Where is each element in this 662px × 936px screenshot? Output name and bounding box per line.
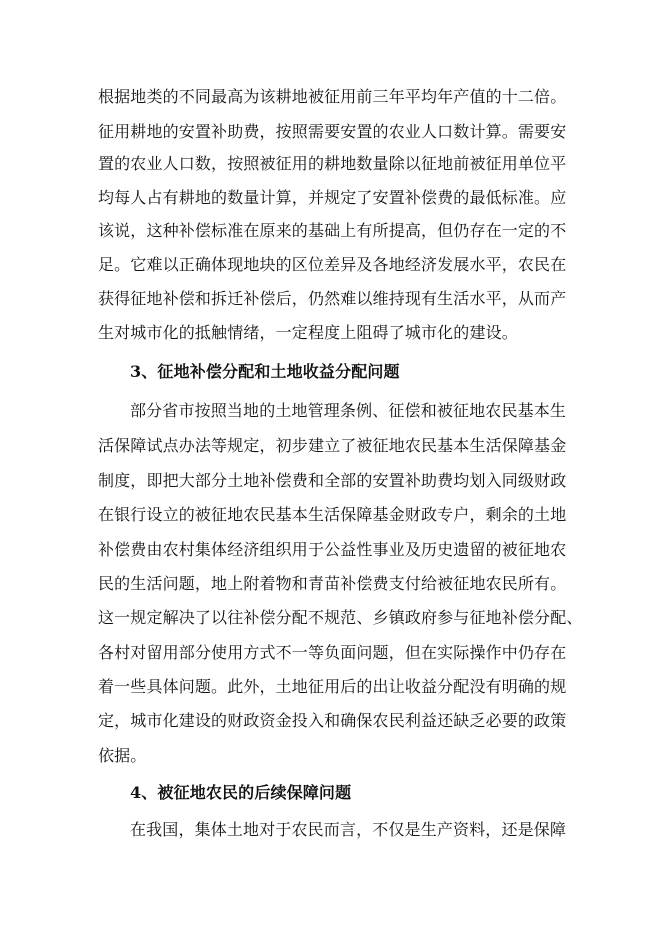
text-line: 均每人占有耕地的数量计算，并规定了安置补偿费的最低标准。应: [98, 188, 567, 207]
text-line: 该说，这种补偿标准在原来的基础上有所提高，但仍存在一定的不: [98, 221, 567, 240]
text-line: 补偿费由农村集体经济组织用于公益性事业及历史遗留的被征地农: [98, 540, 567, 559]
text-line: 着一些具体问题。此外，土地征用后的出让收益分配没有明确的规: [98, 677, 567, 696]
section-heading-3: 3、征地补偿分配和土地收益分配问题: [130, 362, 400, 381]
text-line: 这一规定解决了以往补偿分配不规范、乡镇政府参与征地补偿分配、: [98, 608, 583, 627]
text-line: 获得征地补偿和拆迁补偿后，仍然难以维持现有生活水平，从而产: [98, 289, 567, 308]
section-heading-4: 4、被征地农民的后续保障问题: [130, 783, 352, 802]
paragraph-first-line: 在我国，集体土地对于农民而言，不仅是生产资料，还是保障: [130, 820, 567, 839]
text-line: 在银行设立的被征地农民基本生活保障基金财政专户，剩余的土地: [98, 505, 567, 524]
text-line: 依据。: [98, 746, 147, 765]
text-line: 根据地类的不同最高为该耕地被征用前三年平均年产值的十二倍。: [98, 87, 567, 106]
text-line: 足。它难以正确体现地块的区位差异及各地经济发展水平，农民在: [98, 255, 567, 274]
paragraph-first-line: 部分省市按照当地的土地管理条例、征偿和被征地农民基本生: [130, 401, 567, 420]
text-line: 活保障试点办法等规定，初步建立了被征地农民基本生活保障基金: [98, 436, 567, 455]
text-line: 置的农业人口数，按照被征用的耕地数量除以征地前被征用单位平: [98, 154, 567, 173]
text-line: 各村对留用部分使用方式不一等负面问题，但在实际操作中仍存在: [98, 643, 567, 662]
text-line: 征用耕地的安置补助费，按照需要安置的农业人口数计算。需要安: [98, 122, 567, 141]
text-line: 民的生活问题，地上附着物和青苗补偿费支付给被征地农民所有。: [98, 574, 567, 593]
text-line: 生对城市化的抵触情绪，一定程度上阻碍了城市化的建设。: [98, 323, 518, 342]
text-line: 定，城市化建设的财政资金投入和确保农民利益还缺乏必要的政策: [98, 711, 567, 730]
text-line: 制度，即把大部分土地补偿费和全部的安置补助费均划入同级财政: [98, 471, 567, 490]
